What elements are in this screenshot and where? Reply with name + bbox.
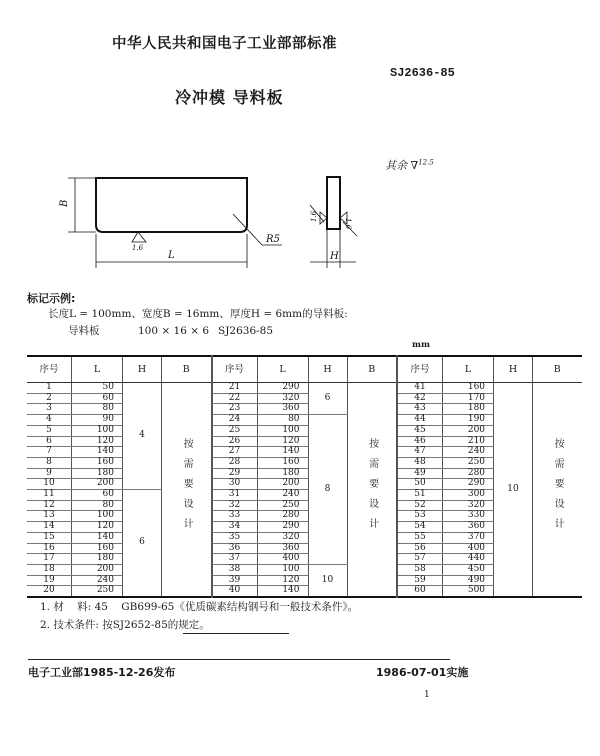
cell-L: 80: [257, 415, 308, 426]
end-rule: [183, 633, 289, 634]
cell-L: 290: [257, 522, 308, 533]
cell-L: 280: [443, 468, 494, 479]
cell-no: 9: [27, 468, 72, 479]
cell-no: 34: [212, 522, 258, 533]
header-no-1: 序号: [27, 356, 72, 383]
cell-no: 40: [212, 586, 258, 597]
cell-L: 120: [257, 575, 308, 586]
cell-no: 25: [212, 425, 258, 436]
cell-L: 160: [443, 383, 494, 394]
effective-date: 1986-07-01实施: [376, 666, 469, 679]
cell-no: 31: [212, 490, 258, 501]
remaining-roughness-value: 12.5: [418, 158, 434, 167]
cell-H: 6: [308, 383, 347, 415]
cell-L: 240: [72, 575, 123, 586]
cell-no: 21: [212, 383, 258, 394]
cell-no: 12: [27, 500, 72, 511]
remaining-label: 其余: [385, 159, 407, 172]
cell-no: 17: [27, 554, 72, 565]
table-header-row: [27, 356, 582, 383]
cell-H: 10: [308, 564, 347, 597]
note-material: 1. 材 料: 45 GB699-65《优质碳素结构钢号和一般技术条件》。: [40, 601, 359, 613]
dim-H-label: H: [330, 251, 339, 262]
cell-L: 160: [72, 543, 123, 554]
cell-no: 42: [397, 393, 443, 404]
cell-H: 4: [123, 383, 162, 490]
cell-L: 80: [72, 404, 123, 415]
cell-L: 200: [72, 564, 123, 575]
cell-L: 50: [72, 383, 123, 394]
cell-no: 2: [27, 393, 72, 404]
footer-divider: [28, 659, 450, 660]
roughness-right: 1.6: [344, 218, 352, 230]
cell-B-container: [162, 383, 212, 598]
cell-L: 240: [443, 447, 494, 458]
cell-no: 11: [27, 490, 72, 501]
cell-L: 250: [257, 500, 308, 511]
cell-L: 320: [257, 393, 308, 404]
cell-H: 6: [123, 490, 162, 598]
cell-no: 7: [27, 447, 72, 458]
remaining-roughness-note: [385, 157, 434, 173]
cell-L: 250: [72, 586, 123, 597]
cell-no: 29: [212, 468, 258, 479]
cell-L: 500: [443, 586, 494, 597]
cell-no: 18: [27, 564, 72, 575]
cell-L: 100: [257, 564, 308, 575]
dimension-table: [27, 355, 582, 598]
cell-L: 190: [443, 415, 494, 426]
cell-no: 26: [212, 436, 258, 447]
cell-no: 8: [27, 457, 72, 468]
cell-no: 59: [397, 575, 443, 586]
cell-L: 100: [72, 425, 123, 436]
cell-L: 180: [443, 404, 494, 415]
cell-L: 320: [443, 500, 494, 511]
marking-example-designation: [68, 323, 273, 338]
header-no-3: 序号: [397, 356, 443, 383]
cell-B: 按需要设计: [181, 437, 193, 538]
cell-no: 44: [397, 415, 443, 426]
dim-B-label: B: [59, 199, 70, 207]
cell-L: 100: [257, 425, 308, 436]
cell-no: 50: [397, 479, 443, 490]
cell-no: 41: [397, 383, 443, 394]
cell-no: 38: [212, 564, 258, 575]
cell-L: 180: [72, 554, 123, 565]
cell-no: 43: [397, 404, 443, 415]
cell-no: 1: [27, 383, 72, 394]
cell-L: 200: [72, 479, 123, 490]
cell-L: 290: [443, 479, 494, 490]
roughness-left: 1.6: [310, 210, 318, 222]
cell-no: 55: [397, 532, 443, 543]
technical-drawing: [40, 150, 360, 280]
cell-no: 10: [27, 479, 72, 490]
cell-L: 200: [257, 479, 308, 490]
cell-L: 80: [72, 500, 123, 511]
header-B-3: B: [533, 356, 582, 383]
cell-L: 90: [72, 415, 123, 426]
cell-L: 360: [443, 522, 494, 533]
cell-L: 180: [257, 468, 308, 479]
cell-H: 10: [494, 383, 533, 598]
cell-no: 37: [212, 554, 258, 565]
cell-no: 52: [397, 500, 443, 511]
cell-L: 330: [443, 511, 494, 522]
cell-no: 28: [212, 457, 258, 468]
dim-L-label: L: [168, 250, 175, 261]
cell-L: 140: [72, 532, 123, 543]
cell-L: 490: [443, 575, 494, 586]
marking-dimensions: 100 × 16 × 6: [138, 325, 210, 337]
cell-L: 440: [443, 554, 494, 565]
cell-L: 180: [72, 468, 123, 479]
cell-no: 24: [212, 415, 258, 426]
cell-no: 35: [212, 532, 258, 543]
cell-no: 6: [27, 436, 72, 447]
cell-L: 140: [257, 586, 308, 597]
cell-L: 120: [257, 436, 308, 447]
cell-L: 170: [443, 393, 494, 404]
cell-L: 450: [443, 564, 494, 575]
marking-example-description: 长度L = 100mm、宽度B = 16mm、厚度H = 6mm的导料板:: [48, 308, 348, 320]
cell-L: 60: [72, 393, 123, 404]
marking-example-title: 标记示例:: [27, 292, 76, 305]
header-B-1: B: [162, 356, 212, 383]
cell-L: 400: [443, 543, 494, 554]
cell-no: 30: [212, 479, 258, 490]
cell-no: 32: [212, 500, 258, 511]
cell-L: 160: [257, 457, 308, 468]
cell-L: 360: [257, 404, 308, 415]
cell-L: 140: [257, 447, 308, 458]
cell-no: 27: [212, 447, 258, 458]
note-technical-conditions: 2. 技术条件: 按SJ2652-85的规定。: [40, 619, 210, 631]
cell-L: 100: [72, 511, 123, 522]
cell-no: 23: [212, 404, 258, 415]
cell-L: 300: [443, 490, 494, 501]
cell-no: 5: [27, 425, 72, 436]
cell-no: 48: [397, 457, 443, 468]
cell-no: 16: [27, 543, 72, 554]
cell-L: 240: [257, 490, 308, 501]
cell-L: 160: [72, 457, 123, 468]
cell-L: 290: [257, 383, 308, 394]
cell-no: 54: [397, 522, 443, 533]
cell-L: 250: [443, 457, 494, 468]
cell-no: 47: [397, 447, 443, 458]
cell-B: 按需要设计: [366, 437, 378, 538]
cell-no: 15: [27, 532, 72, 543]
cell-no: 49: [397, 468, 443, 479]
cell-L: 60: [72, 490, 123, 501]
standard-code: SJ2636-85: [390, 66, 455, 80]
header-L-1: L: [72, 356, 123, 383]
cell-L: 370: [443, 532, 494, 543]
cell-B-container: [533, 383, 582, 598]
cell-no: 22: [212, 393, 258, 404]
cell-L: 120: [72, 522, 123, 533]
cell-L: 200: [443, 425, 494, 436]
cell-no: 13: [27, 511, 72, 522]
cell-no: 33: [212, 511, 258, 522]
cell-no: 53: [397, 511, 443, 522]
issuing-organization: 中华人民共和国电子工业部部标准: [112, 36, 337, 52]
cell-no: 46: [397, 436, 443, 447]
marking-name: 导料板: [68, 325, 100, 337]
header-B-2: B: [347, 356, 397, 383]
table-row: [27, 383, 582, 394]
cell-no: 20: [27, 586, 72, 597]
header-H-1: H: [123, 356, 162, 383]
cell-no: 45: [397, 425, 443, 436]
cell-no: 36: [212, 543, 258, 554]
cell-no: 58: [397, 564, 443, 575]
cell-no: 56: [397, 543, 443, 554]
cell-no: 4: [27, 415, 72, 426]
marking-code: SJ2636-85: [218, 325, 274, 337]
cell-B-container: [347, 383, 397, 598]
header-L-3: L: [443, 356, 494, 383]
cell-H: 8: [308, 415, 347, 565]
cell-L: 140: [72, 447, 123, 458]
cell-no: 14: [27, 522, 72, 533]
roughness-bottom: 1.6: [132, 244, 144, 252]
cell-no: 57: [397, 554, 443, 565]
cell-no: 19: [27, 575, 72, 586]
header-L-2: L: [257, 356, 308, 383]
unit-label: mm: [412, 340, 430, 350]
cell-no: 60: [397, 586, 443, 597]
roughness-symbol-icon: ∇: [410, 159, 419, 172]
cell-no: 51: [397, 490, 443, 501]
issue-date: 电子工业部1985-12-26发布: [28, 666, 176, 679]
cell-B: 按需要设计: [552, 437, 564, 538]
cell-L: 210: [443, 436, 494, 447]
cell-L: 360: [257, 543, 308, 554]
page-number: 1: [424, 690, 430, 700]
cell-L: 320: [257, 532, 308, 543]
header-no-2: 序号: [212, 356, 258, 383]
cell-no: 39: [212, 575, 258, 586]
header-H-3: H: [494, 356, 533, 383]
cell-L: 280: [257, 511, 308, 522]
header-H-2: H: [308, 356, 347, 383]
radius-label: R5: [266, 234, 280, 245]
cell-L: 400: [257, 554, 308, 565]
document-title: 冷冲模 导料板: [175, 88, 284, 107]
cell-L: 120: [72, 436, 123, 447]
cell-no: 3: [27, 404, 72, 415]
